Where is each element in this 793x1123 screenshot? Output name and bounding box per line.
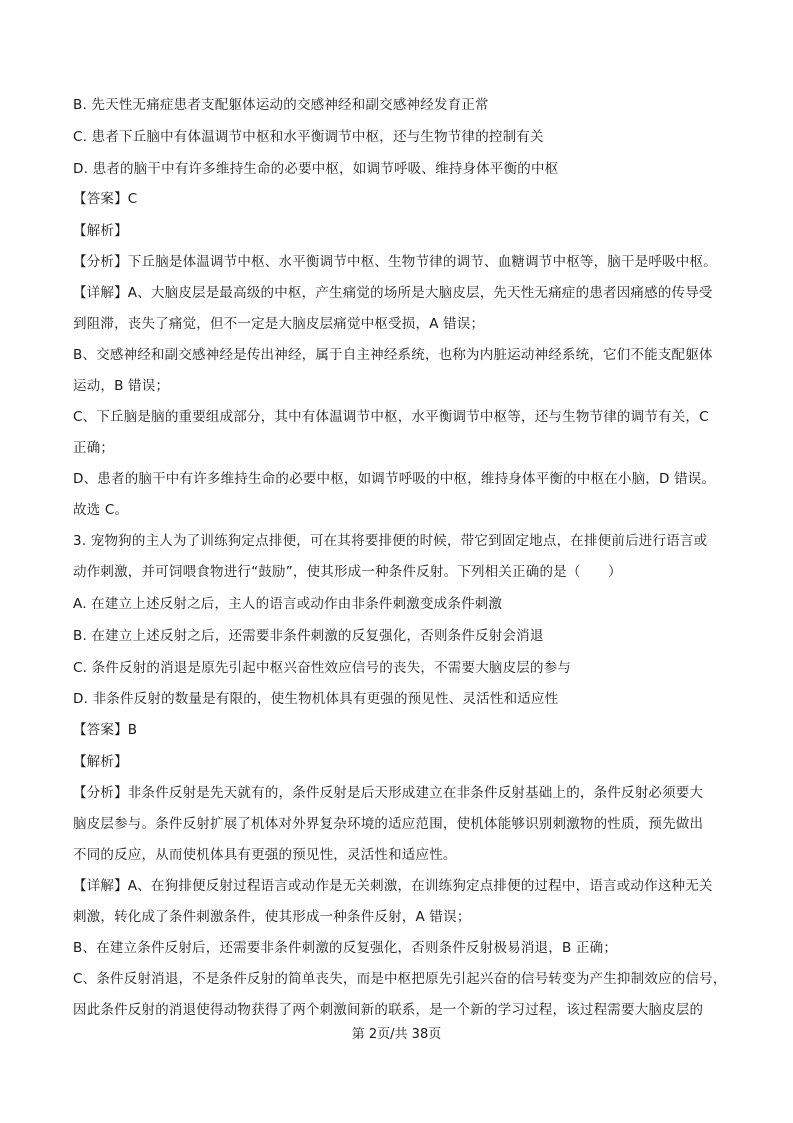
analysis-text: 【分析】非条件反射是先天就有的，条件反射是后天形成建立在非条件反射基础上的，条件反射必须要大 bbox=[73, 785, 704, 801]
option-b-line: B. 先天性无痛症患者支配躯体运动的交感神经和副交感神经发育正常 bbox=[73, 97, 489, 113]
detail-line: C、条件反射消退，不是条件反射的简单丧失，而是中枢把原先引起兴奋的信号转变为产生抑制效应的信号， bbox=[73, 971, 727, 987]
analysis-text: 不同的反应，从而使机体具有更强的预见性，灵活性和适应性。 bbox=[73, 847, 457, 863]
analysis-heading: 【解析】 bbox=[73, 223, 128, 239]
question-3-line: 动作刺激，并可饲喂食物进行“鼓励”，使其形成一种条件反射。下列相关正确的是（ ） bbox=[73, 564, 622, 580]
analysis-text: 脑皮层参与。条件反射扩展了机体对外界复杂环境的适应范围，使机体能够识别刺激物的性质，预先做出 bbox=[73, 816, 704, 832]
option-b-line: B. 在建立上述反射之后，还需要非条件刺激的反复强化，否则条件反射会消退 bbox=[73, 628, 544, 644]
detail-line: 正确； bbox=[73, 440, 115, 456]
detail-line: 【详解】A、大脑皮层是最高级的中枢，产生痛觉的场所是大脑皮层，先天性无痛症的患者因痛感的传导受 bbox=[73, 285, 713, 301]
detail-line: B、交感神经和副交感神经是传出神经，属于自主神经系统，也称为内脏运动神经系统，它们不能支配躯体 bbox=[73, 347, 713, 363]
detail-line: D、患者的脑干中有许多维持生命的必要中枢，如调节呼吸的中枢，维持身体平衡的中枢在小脑，D 错误。 bbox=[73, 471, 716, 487]
option-d-line: D. 非条件反射的数量是有限的，使生物机体具有更强的预见性、灵活性和适应性 bbox=[73, 691, 559, 707]
conclusion-line: 故选 C。 bbox=[73, 502, 129, 518]
detail-line: 刺激，转化成了条件刺激条件，使其形成一种条件反射，A 错误； bbox=[73, 909, 471, 925]
option-a-line: A. 在建立上述反射之后，主人的语言或动作由非条件刺激变成条件刺激 bbox=[73, 596, 503, 612]
detail-line: 运动，B 错误； bbox=[73, 378, 170, 394]
answer-line: 【答案】B bbox=[73, 722, 138, 738]
detail-line: 【详解】A、在狗排便反射过程语言或动作是无关刺激，在训练狗定点排便的过程中，语言或动作这种无关 bbox=[73, 878, 713, 894]
page-number-footer: 第 2页/共 38页 bbox=[351, 1027, 442, 1042]
option-d-line: D. 患者的脑干中有许多维持生命的必要中枢，如调节呼吸、维持身体平衡的中枢 bbox=[73, 161, 559, 177]
analysis-text: 【分析】下丘脑是体温调节中枢、水平衡调节中枢、生物节律的调节、血糖调节中枢等，脑干是呼吸中枢。 bbox=[73, 254, 717, 270]
option-c-line: C. 患者下丘脑中有体温调节中枢和水平衡调节中枢，还与生物节律的控制有关 bbox=[73, 129, 544, 145]
analysis-heading: 【解析】 bbox=[73, 754, 128, 770]
detail-line: 因此条件反射的消退使得动物获得了两个刺激间新的联系，是一个新的学习过程，该过程需要大脑皮层的 bbox=[73, 1002, 704, 1018]
answer-line: 【答案】C bbox=[73, 191, 138, 207]
detail-line: 到阻滞，丧失了痛觉，但不一定是大脑皮层痛觉中枢受损，A 错误； bbox=[73, 316, 485, 332]
detail-line: B、在建立条件反射后，还需要非条件刺激的反复强化，否则条件反射极易消退，B 正确； bbox=[73, 940, 618, 956]
detail-line: C、下丘脑是脑的重要组成部分，其中有体温调节中枢，水平衡调节中枢等，还与生物节律的调节有关，C bbox=[73, 409, 709, 425]
option-c-line: C. 条件反射的消退是原先引起中枢兴奋性效应信号的丧失，不需要大脑皮层的参与 bbox=[73, 660, 572, 676]
question-3-line: 3. 宠物狗的主人为了训练狗定点排便，可在其将要排便的时候，带它到固定地点，在排便前后进行语言或 bbox=[73, 533, 708, 549]
